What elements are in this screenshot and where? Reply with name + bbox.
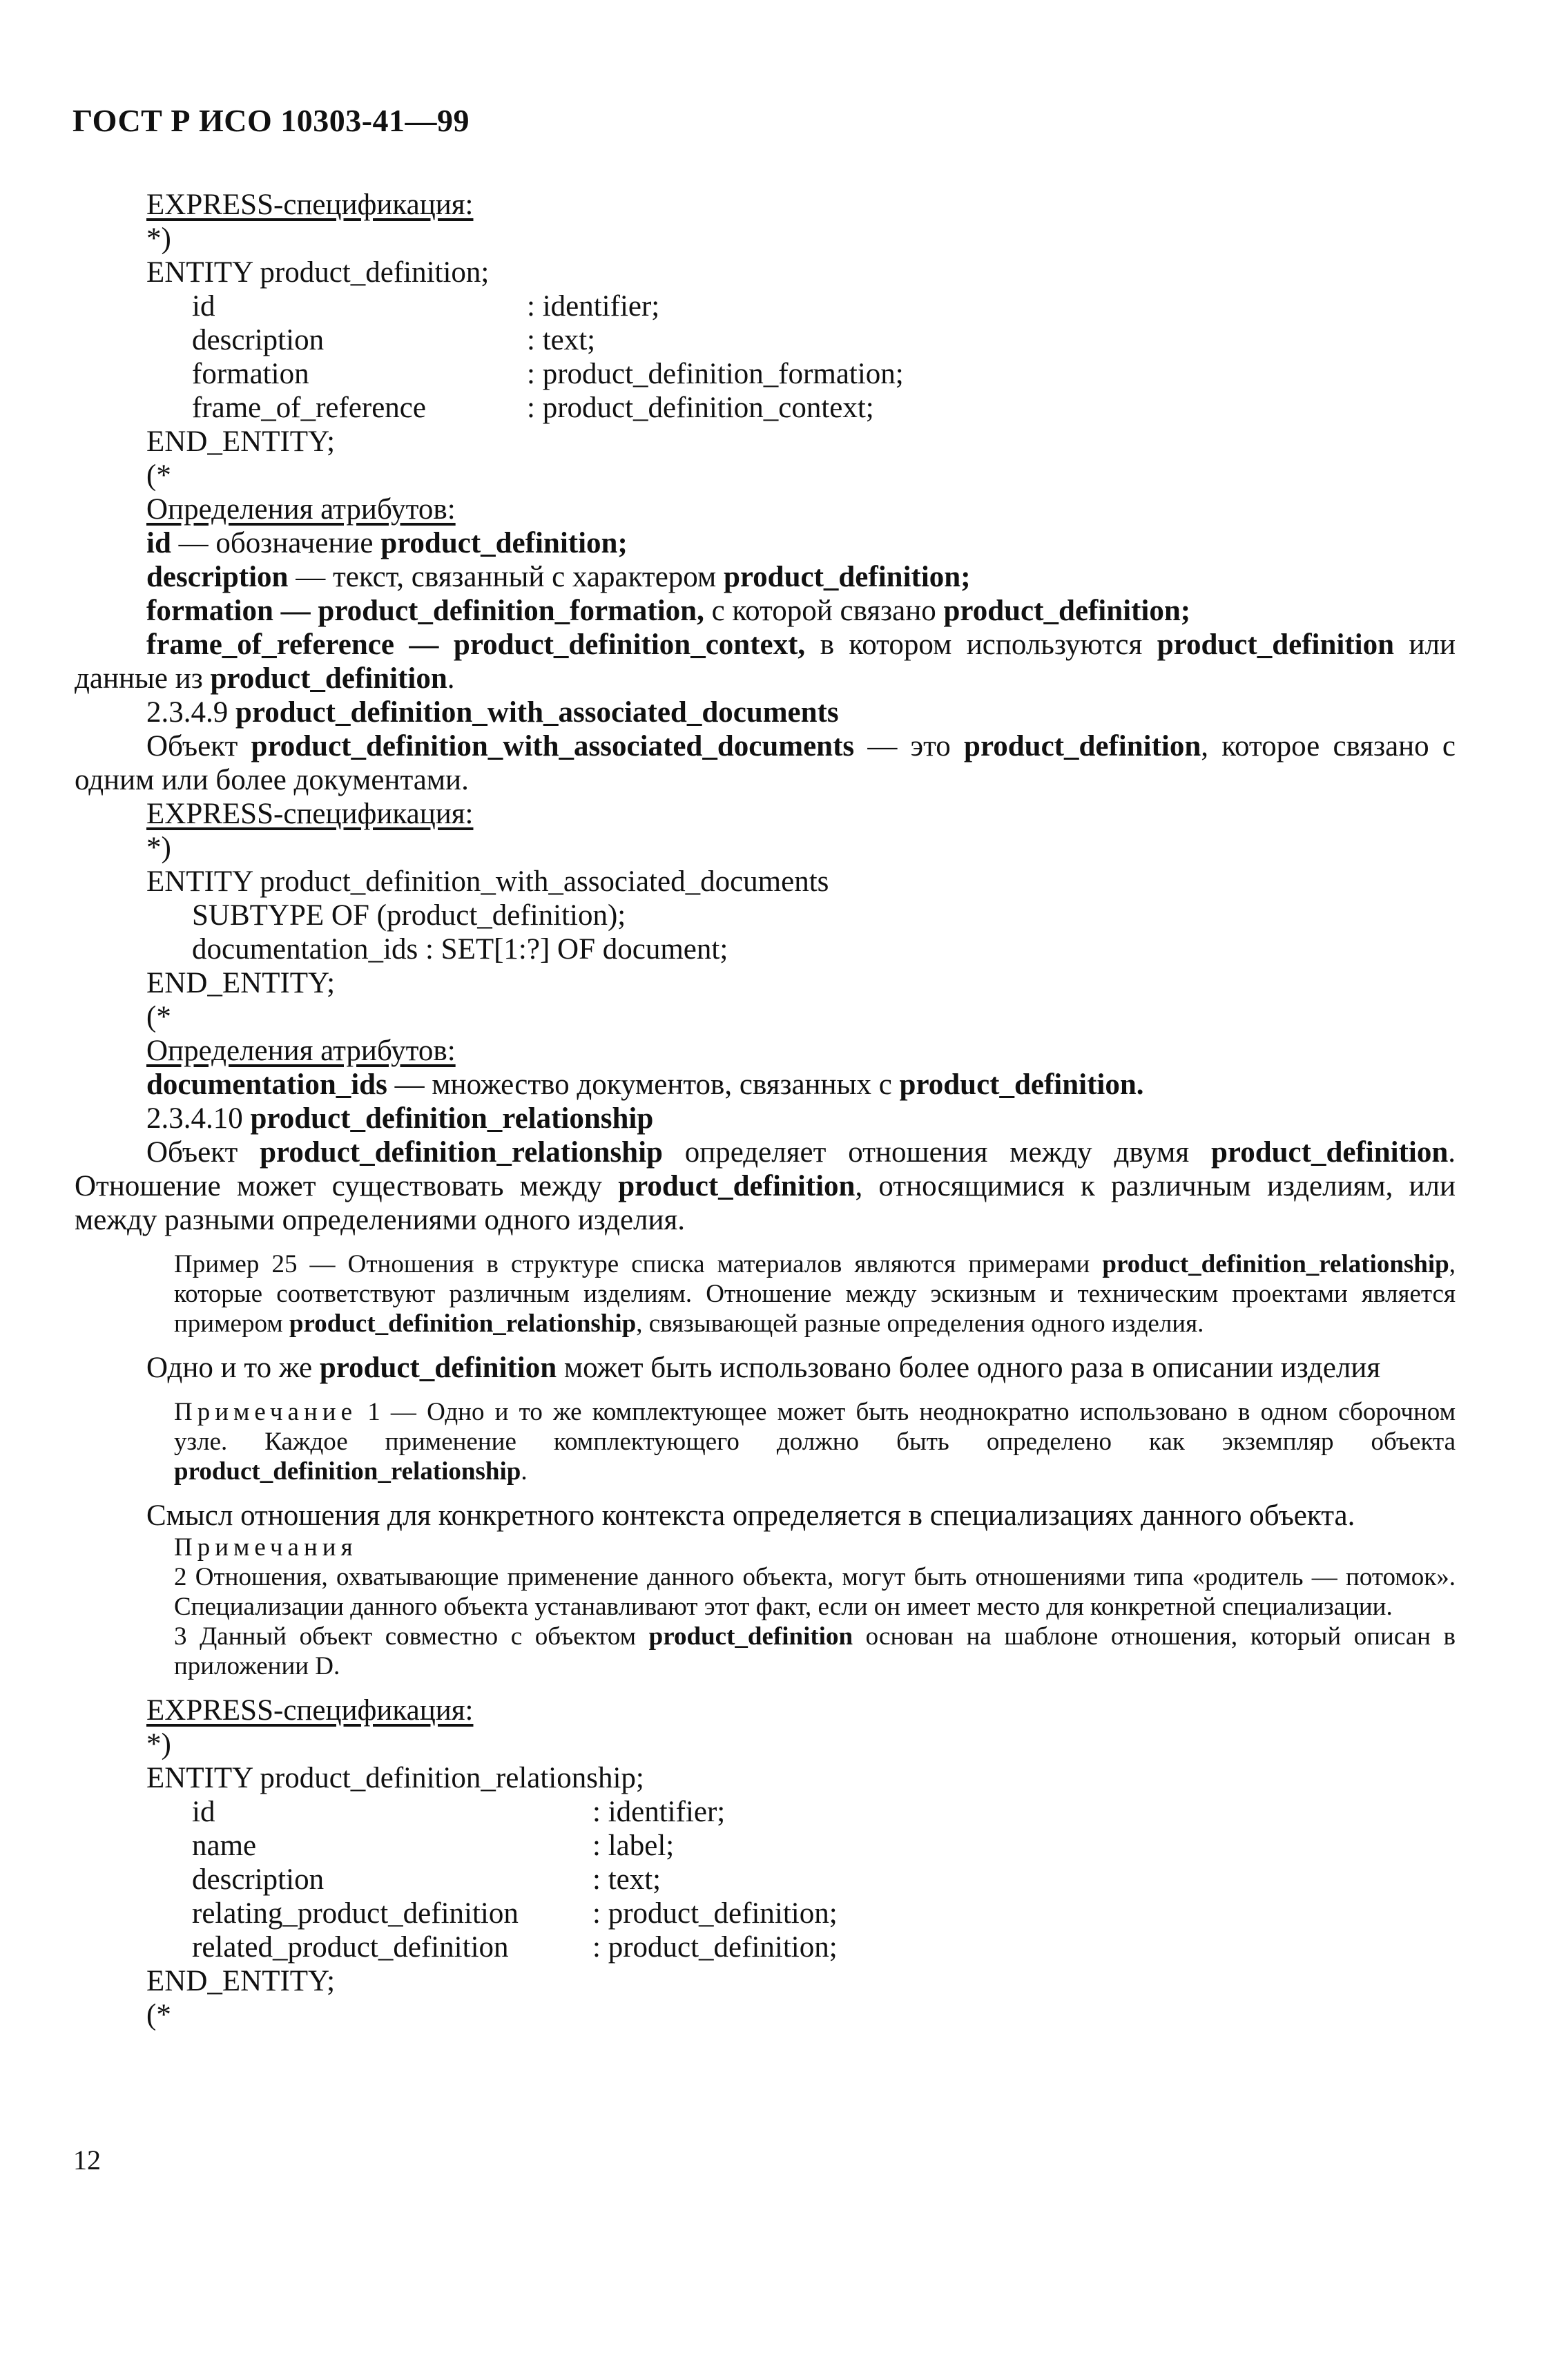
definition-formation: formation — product_definition_formation, с которой связано product_definition; (146, 595, 1191, 627)
attribute-row (75, 391, 1456, 425)
note-paragraph: 2 Отношения, охватывающие применение данного объекта, могут быть отношениями типа «родитель — потомок». Специализации данного объекта устанавливают этот факт, если он имеет место для конкретной специализации. (174, 1563, 1456, 1621)
attribute-type: : text; (592, 1863, 661, 1896)
attribute-row (75, 357, 1456, 391)
attribute-type: : product_definition; (592, 1931, 838, 1964)
entity-declaration: ENTITY product_definition; (146, 256, 490, 289)
note-paragraph: Примечание 1 — Одно и то же комплектующее может быть неоднократно использовано в одном сборочном узле. Каждое применение комплектующего должно быть определено как экземпляр объекта product_definition_relationship. (174, 1398, 1456, 1486)
page-number: 12 (73, 2144, 101, 2176)
entity-attributes (75, 289, 1456, 425)
attribute-name: formation (192, 358, 309, 390)
entity-end: END_ENTITY; (146, 967, 336, 999)
attribute-name: relating_product_definition (192, 1897, 519, 1930)
comment-open: *) (146, 222, 171, 255)
express-spec-label: EXPRESS-спецификация: (146, 798, 474, 830)
attribute-type: : product_definition_formation; (527, 358, 904, 390)
attribute-type: : label; (592, 1830, 675, 1862)
attribute-row (75, 1930, 1456, 1964)
comment-close: (* (146, 459, 171, 492)
note-paragraph: 3 Данный объект совместно с объектом product_definition основан на шаблоне отношения, который описан в приложении D. (174, 1622, 1456, 1680)
attribute-name: id (192, 290, 215, 323)
attribute-type: : product_definition; (592, 1897, 838, 1930)
section-heading-23410: 2.3.4.10 product_definition_relationship (146, 1102, 654, 1135)
document-header: ГОСТ Р ИСО 10303-41—99 (73, 103, 470, 138)
express-spec-label: EXPRESS-спецификация: (146, 189, 474, 221)
entity-end: END_ENTITY; (146, 425, 336, 458)
attribute-type: : text; (527, 324, 596, 356)
attribute-row (75, 1829, 1456, 1863)
attribute-type: : identifier; (527, 290, 660, 323)
attribute-line: documentation_ids : SET[1:?] OF document; (192, 933, 728, 966)
attribute-type: : identifier; (592, 1796, 726, 1828)
definition-description: description — текст, связанный с характером product_definition; (146, 561, 971, 593)
attribute-name: frame_of_reference (192, 392, 426, 424)
section-paragraph: Одно и то же product_definition может быть использовано более одного раза в описании изделия (146, 1352, 1381, 1384)
attribute-row (75, 1863, 1456, 1897)
definition-documentation-ids: documentation_ids — множество документов, связанных с product_definition. (146, 1068, 1144, 1101)
attribute-type: : product_definition_context; (527, 392, 874, 424)
attribute-definitions-label: Определения атрибутов: (146, 493, 456, 526)
example-paragraph: Пример 25 — Отношения в структуре списка материалов являются примерами product_definition_relationship, которые соответствуют различным изделиям. Отношение между эскизным и техническим проектами является примером product_definition_relationship, связывающей разные определения одного изделия. (174, 1250, 1456, 1338)
section-paragraph: Объект product_definition_relationship определяет отношения между двумя product_definition. Отношение может существовать между product_definition, относящимися к различным изделиям, или между разными определениями одного изделия. (75, 1136, 1456, 1236)
attribute-name: description (192, 324, 325, 356)
comment-close: (* (146, 1001, 171, 1033)
definition-frame-of-reference: frame_of_reference — product_definition_context, в котором используются product_definition или данные из product_definition. (75, 628, 1456, 695)
attribute-row (75, 323, 1456, 357)
definition-id: id — обозначение product_definition; (146, 527, 628, 559)
comment-open: *) (146, 1728, 171, 1760)
section-paragraph: Объект product_definition_with_associated_documents — это product_definition, которое связано с одним или более документами. (75, 730, 1456, 796)
attribute-row (75, 289, 1456, 323)
notes-label: Примечания (174, 1533, 358, 1562)
entity-declaration: ENTITY product_definition_relationship; (146, 1762, 644, 1794)
attribute-name: id (192, 1796, 215, 1828)
section-paragraph: Смысл отношения для конкретного контекста определяется в специализациях данного объекта. (146, 1499, 1355, 1532)
attribute-name: description (192, 1863, 325, 1896)
page-content (75, 188, 1456, 2032)
comment-open: *) (146, 832, 171, 864)
attribute-row (75, 1795, 1456, 1829)
attribute-definitions-label: Определения атрибутов: (146, 1035, 456, 1067)
attribute-name: name (192, 1830, 257, 1862)
attribute-name: related_product_definition (192, 1931, 509, 1964)
comment-close: (* (146, 1999, 171, 2031)
entity-end: END_ENTITY; (146, 1965, 336, 1997)
entity-declaration: ENTITY product_definition_with_associated_documents (146, 865, 829, 898)
subtype-line: SUBTYPE OF (product_definition); (192, 899, 626, 932)
express-spec-label: EXPRESS-спецификация: (146, 1694, 474, 1727)
section-heading-2349: 2.3.4.9 product_definition_with_associated_documents (146, 696, 839, 729)
entity-attributes (75, 1795, 1456, 1964)
attribute-row (75, 1897, 1456, 1930)
